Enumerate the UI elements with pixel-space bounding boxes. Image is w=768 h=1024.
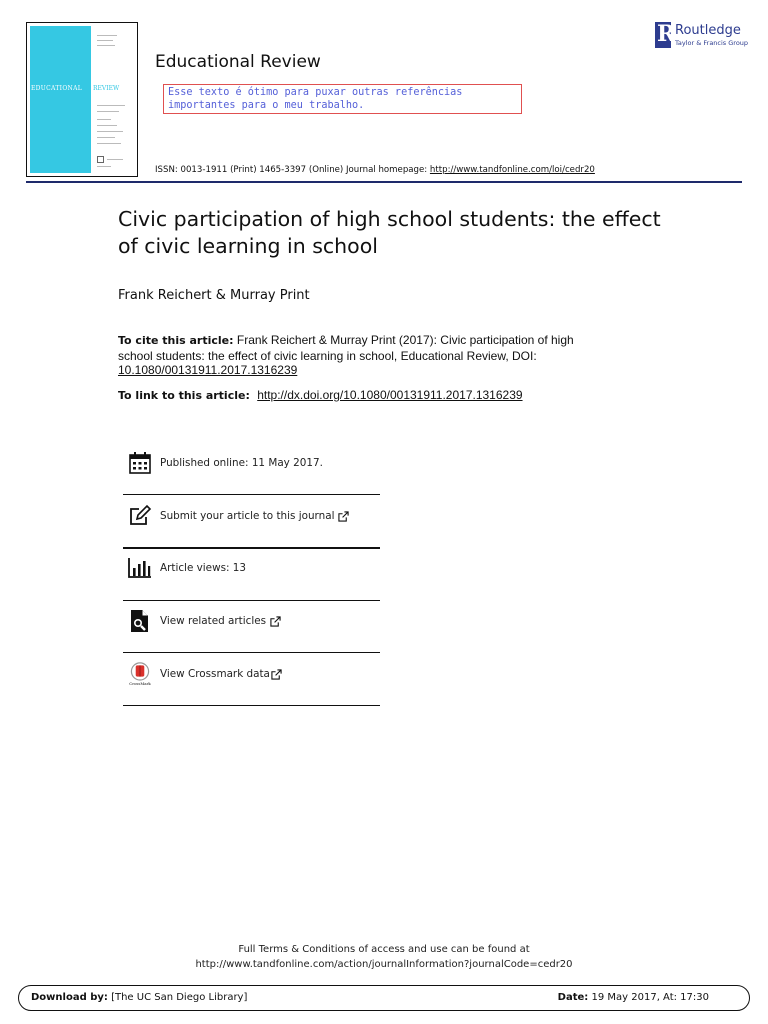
terms-line-1: Full Terms & Conditions of access and use can be found at <box>238 944 530 955</box>
external-link-icon <box>271 669 282 680</box>
header-divider <box>26 181 742 183</box>
annotation-note-box[interactable] <box>163 84 522 114</box>
download-by: Download by: [The UC San Diego Library] <box>31 992 248 1003</box>
info-divider <box>123 705 380 706</box>
published-online-text: Published online: 11 May 2017. <box>160 457 323 469</box>
cover-title-right: REVIEW <box>93 85 120 92</box>
info-divider <box>123 600 380 601</box>
cite-label: To cite this article: <box>118 334 234 347</box>
crossmark-text[interactable]: View Crossmark data <box>160 668 282 680</box>
info-divider <box>123 547 380 549</box>
terms-url[interactable]: http://www.tandfonline.com/action/journalInformation?journalCode=cedr20 <box>195 959 573 970</box>
link-block <box>118 388 523 402</box>
crossmark-item[interactable] <box>123 662 380 702</box>
cite-doi-link[interactable]: 10.1080/00131911.2017.1316239 <box>118 363 298 377</box>
article-views-text: Article views: 13 <box>160 562 247 574</box>
journal-title: Educational Review <box>155 52 321 72</box>
routledge-r-icon: R <box>657 21 676 47</box>
related-articles-text[interactable]: View related articles <box>160 615 281 627</box>
cover-publisher-mark <box>97 156 104 163</box>
issn-text: ISSN: 0013-1911 (Print) 1465-3397 (Online) Journal homepage: <box>155 165 430 175</box>
issn-line <box>155 165 595 175</box>
crossmark-logo-text: CrossMark <box>129 681 151 686</box>
edit-pencil-icon <box>128 504 152 528</box>
document-search-icon <box>128 609 152 633</box>
cite-text: Frank Reichert & Murray Print (2017): Civic participation of high school students: the effect of civic learning in school, Educational Review, DOI: <box>118 333 574 363</box>
published-online-item <box>123 451 380 491</box>
submit-article-item[interactable] <box>123 504 380 544</box>
info-divider <box>123 494 380 495</box>
publisher-subtitle: Taylor & Francis Group <box>675 39 749 47</box>
article-doi-link[interactable]: http://dx.doi.org/10.1080/00131911.2017.1316239 <box>257 388 523 402</box>
related-articles-item[interactable] <box>123 609 380 649</box>
citation-block <box>118 333 588 378</box>
download-date: Date: 19 May 2017, At: 17:30 <box>557 992 709 1003</box>
annotation-note-text: Esse texto é ótimo para puxar outras referências importantes para o meu trabalho. <box>168 87 463 111</box>
link-label: To link to this article: <box>118 389 250 402</box>
bar-chart-icon <box>128 556 152 580</box>
external-link-icon <box>270 616 281 627</box>
info-divider <box>123 652 380 653</box>
submit-article-text[interactable]: Submit your article to this journal <box>160 510 349 522</box>
article-title: Civic participation of high school students: the effect of civic learning in school <box>118 207 661 258</box>
publisher-name: Routledge <box>675 23 741 38</box>
terms-notice <box>0 942 768 972</box>
download-info-bar <box>18 985 750 1011</box>
external-link-icon <box>338 511 349 522</box>
journal-cover-thumbnail <box>26 22 138 177</box>
crossmark-icon <box>128 662 152 686</box>
article-views-item <box>123 556 380 596</box>
calendar-icon <box>128 451 152 475</box>
cover-title-left: EDUCATIONAL <box>31 85 83 92</box>
cover-color-band <box>30 26 91 173</box>
article-authors: Frank Reichert & Murray Print <box>118 288 310 303</box>
journal-homepage-link[interactable]: http://www.tandfonline.com/loi/cedr20 <box>429 165 595 175</box>
